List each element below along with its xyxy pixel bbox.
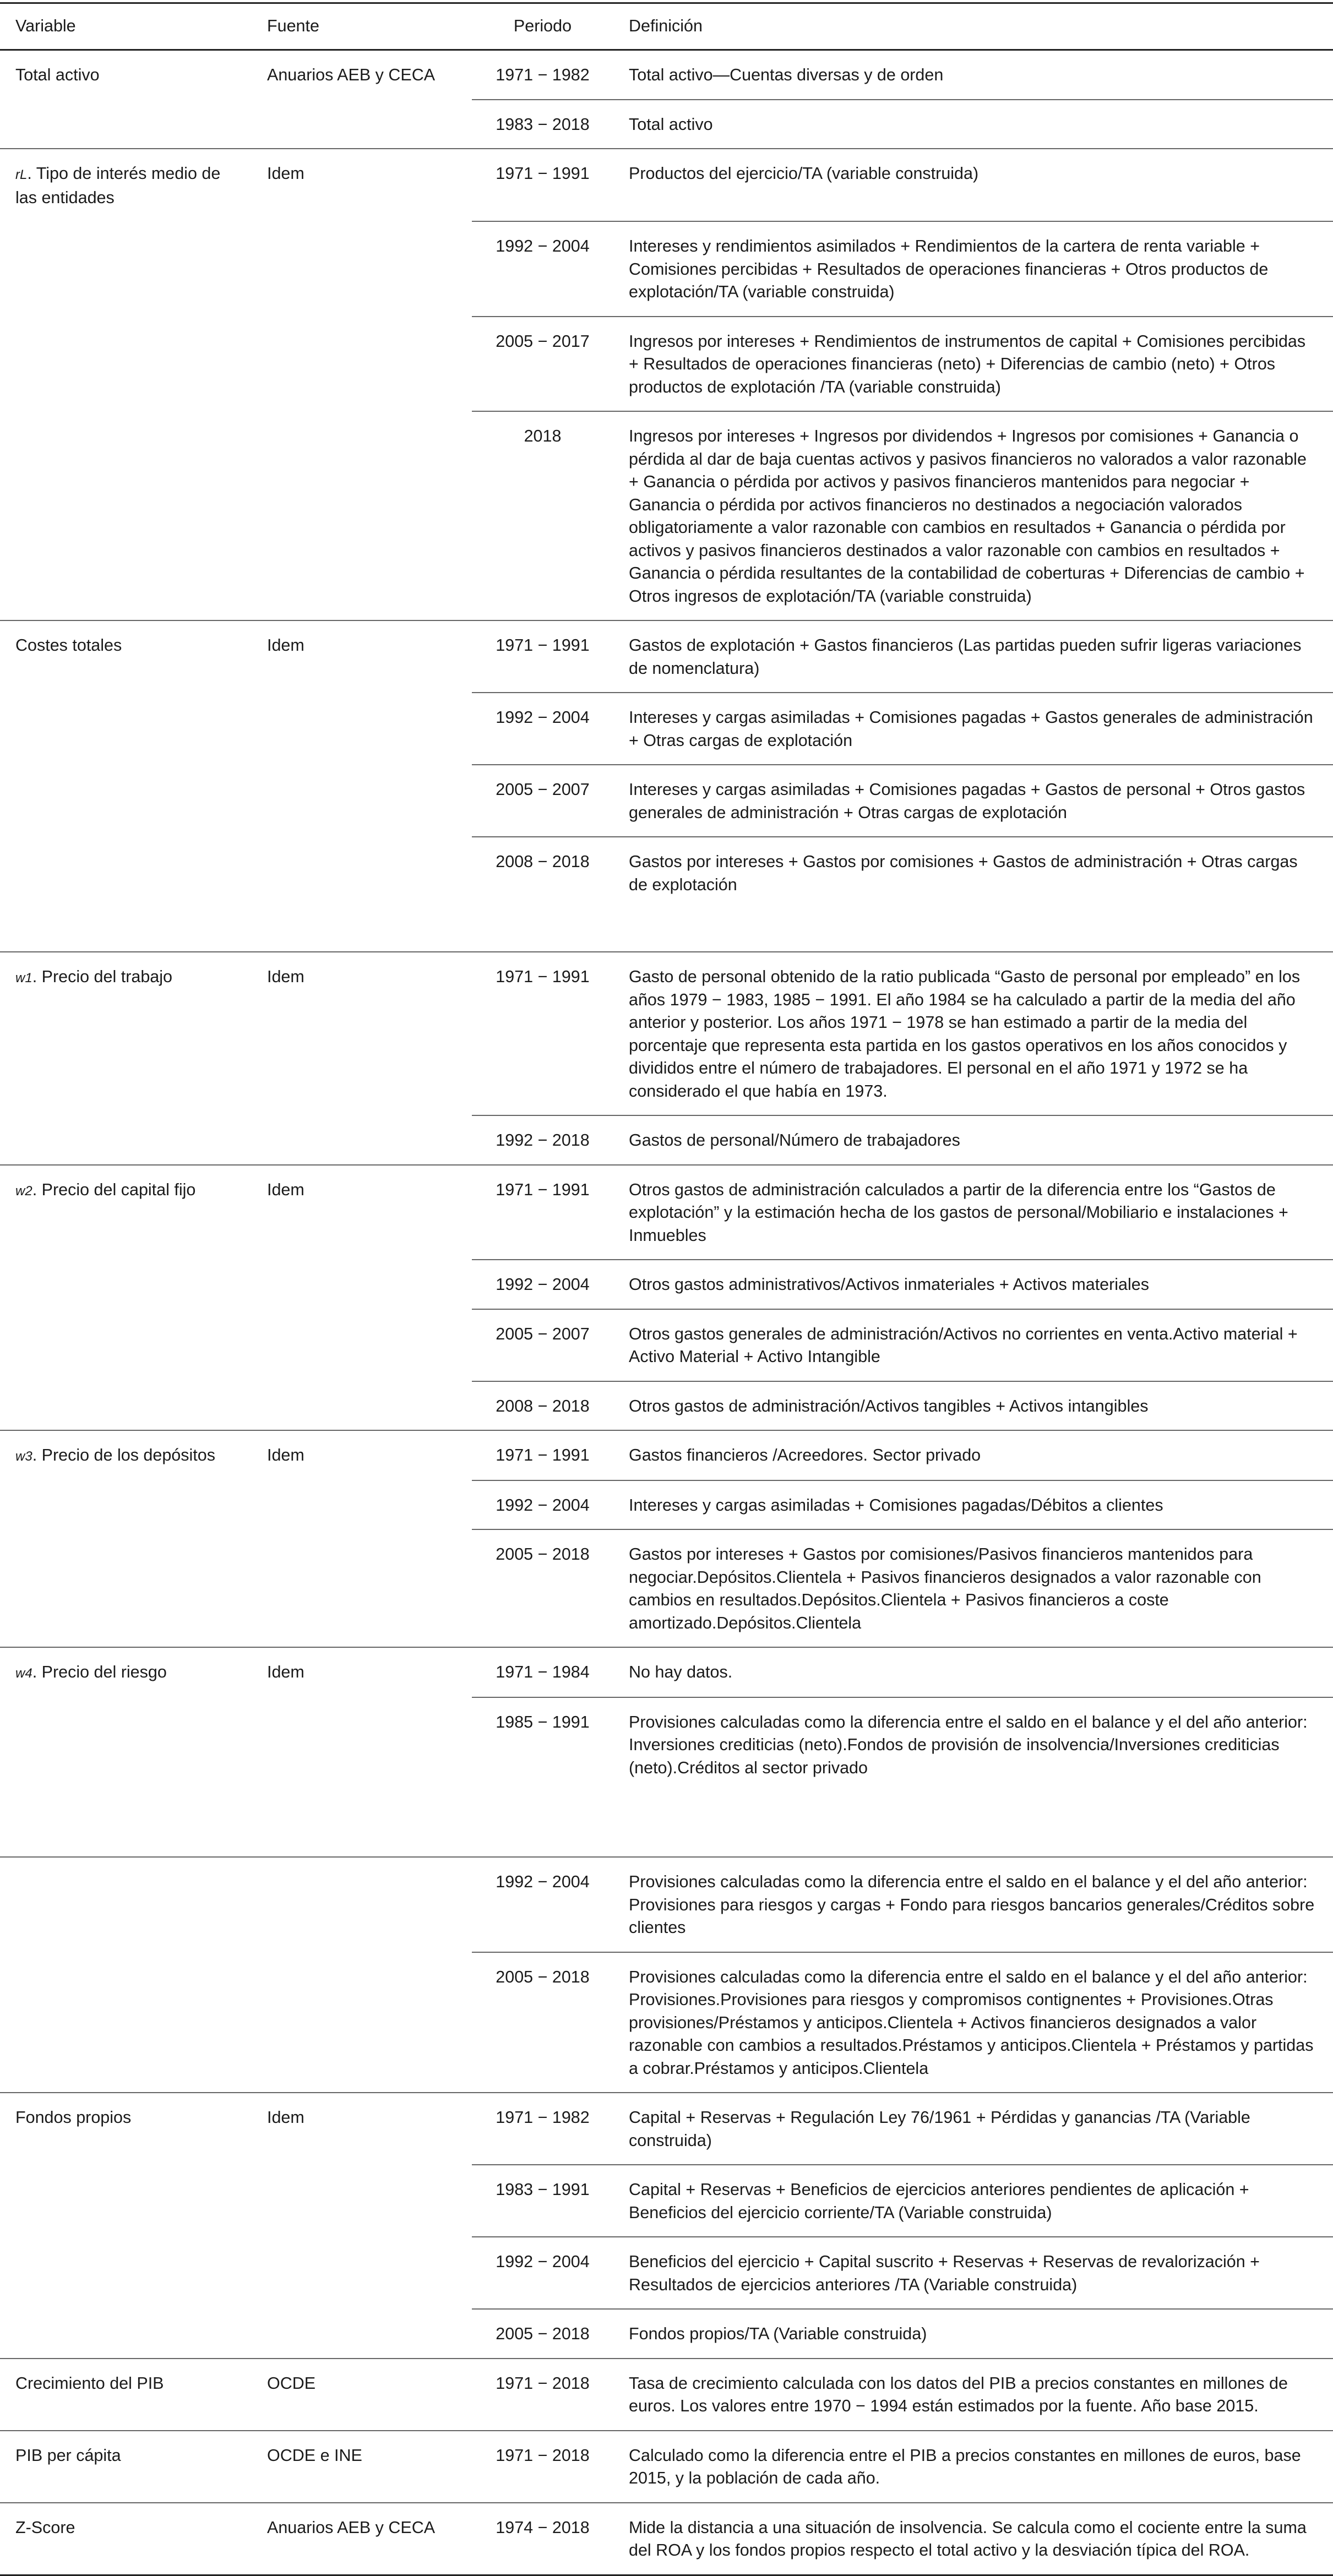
symbol-w2: w2: [15, 1183, 32, 1199]
periodo-cell: 1992 − 2004: [472, 1857, 613, 1952]
definicion-cell: Gastos por intereses + Gastos por comisiones/Pasivos financieros mantenidos para negociar.Depósitos.Clientela + Pasivos financieros designados a valor razonable con cambios en resultados.Depósitos.Clientela + Pasivos financieros a coste amortizado.Depósitos.Clientela: [613, 1529, 1333, 1647]
periodo-cell: 1983 − 1991: [472, 2165, 613, 2237]
symbol-w1: w1: [15, 971, 32, 985]
variable-label: . Precio del capital fijo: [32, 1180, 196, 1199]
table-body: [0, 50, 1333, 2575]
definicion-cell: Provisiones calculadas como la diferencia entre el saldo en el balance y el del año anterior: Inversiones crediticias (neto).Fondos de provisión de insolvencia/Inversiones crediticias (neto).Créditos al sector privado: [613, 1697, 1333, 1858]
definicion-cell: Intereses y cargas asimiladas + Comisiones pagadas/Débitos a clientes: [613, 1480, 1333, 1530]
definicion-cell: Gasto de personal obtenido de la ratio publicada “Gasto de personal por empleado” en los años 1979 − 1983, 1985 − 1991. El año 1984 se ha calculado a partir de la media del año anterior y posterior. Los años 1971 − 1978 se han estimado a partir de la media del porcentaje que representa esta partida en los gastos operativos en los años conocidos y divididos entre el número de trabajadores. El personal en el año 1971 y 1972 se ha considerado el que había en 1973.: [613, 952, 1333, 1115]
periodo-cell: 1971 − 2018: [472, 2431, 613, 2503]
definicion-cell: Intereses y cargas asimiladas + Comisiones pagadas + Gastos generales de administración + Otras cargas de explotación: [613, 693, 1333, 765]
table-row: [0, 620, 1333, 693]
periodo-cell: 2005 − 2007: [472, 765, 613, 837]
table-row: [0, 765, 1333, 837]
table-row: [0, 1309, 1333, 1381]
fuente-cell: Idem: [252, 1430, 472, 1480]
table-row: [0, 2309, 1333, 2359]
table-row: [0, 1480, 1333, 1530]
table-row: [0, 1260, 1333, 1309]
variables-table: [0, 2, 1333, 2576]
definicion-cell: Gastos de explotación + Gastos financieros (Las partidas pueden sufrir ligeras variaciones de nomenclatura): [613, 620, 1333, 693]
table-row: [0, 2503, 1333, 2575]
periodo-cell: 1971 − 1991: [472, 149, 613, 221]
periodo-cell: 1992 − 2004: [472, 1480, 613, 1530]
periodo-cell: 1974 − 2018: [472, 2503, 613, 2575]
periodo-cell: 1992 − 2004: [472, 221, 613, 317]
definicion-cell: Fondos propios/TA (Variable construida): [613, 2309, 1333, 2359]
periodo-cell: 2005 − 2018: [472, 2309, 613, 2359]
periodo-cell: 1971 − 1991: [472, 1165, 613, 1260]
variable-cell: PIB per cápita: [0, 2431, 252, 2503]
definicion-cell: Mide la distancia a una situación de insolvencia. Se calcula como el cociente entre la suma del ROA y los fondos propios respecto el total activo y la desviación típica del ROA.: [613, 2503, 1333, 2575]
table-row: [0, 100, 1333, 149]
periodo-cell: 1971 − 1991: [472, 620, 613, 693]
definicion-cell: Gastos financieros /Acreedores. Sector privado: [613, 1430, 1333, 1480]
symbol-rl: rL: [15, 167, 28, 182]
definicion-cell: Beneficios del ejercicio + Capital suscrito + Reservas + Reservas de revalorización + Resultados de ejercicios anteriores /TA (Variable construida): [613, 2237, 1333, 2309]
definicion-cell: Ingresos por intereses + Rendimientos de instrumentos de capital + Comisiones percibidas + Resultados de operaciones financieras (neto) + Diferencias de cambio (neto) + Otros productos de explotación /TA (variable construida): [613, 317, 1333, 412]
definicion-cell: Otros gastos generales de administración/Activos no corrientes en venta.Activo material + Activo Material + Activo Intangible: [613, 1309, 1333, 1381]
variable-label: . Precio del trabajo: [32, 967, 172, 986]
table-row: [0, 1697, 1333, 1858]
table-row: [0, 837, 1333, 952]
header-periodo: Periodo: [472, 3, 613, 50]
definicion-cell: Provisiones calculadas como la diferencia entre el saldo en el balance y el del año anterior: Provisiones.Provisiones para riesgos y compromisos contignentes + Provisiones.Otras provisiones/Préstamos y anticipos.Clientela + Activos financieros designados a valor razonable con cambios a resultados.Préstamos y anticipos.Clientela + Préstamos y partidas a cobrar.Préstamos y anticipos.Clientela: [613, 1952, 1333, 2093]
table-row: [0, 1115, 1333, 1165]
table-row: [0, 2359, 1333, 2431]
fuente-cell: Idem: [252, 952, 472, 1115]
periodo-cell: 2005 − 2007: [472, 1309, 613, 1381]
table-row: [0, 221, 1333, 317]
definicion-cell: Capital + Reservas + Beneficios de ejercicios anteriores pendientes de aplicación + Beneficios del ejercicio corriente/TA (Variable construida): [613, 2165, 1333, 2237]
definicion-cell: Intereses y cargas asimiladas + Comisiones pagadas + Gastos de personal + Otros gastos generales de administración + Otras cargas de explotación: [613, 765, 1333, 837]
variable-cell: [0, 1430, 252, 1480]
definicion-cell: Provisiones calculadas como la diferencia entre el saldo en el balance y el del año anterior: Provisiones para riesgos y cargas + Fondo para riesgos bancarios generales/Créditos sobre clientes: [613, 1857, 1333, 1952]
periodo-cell: 1992 − 2004: [472, 1260, 613, 1309]
header-definicion: Definición: [613, 3, 1333, 50]
periodo-cell: 1992 − 2018: [472, 1115, 613, 1165]
table-row: [0, 2431, 1333, 2503]
definicion-cell: No hay datos.: [613, 1647, 1333, 1697]
table-header: [0, 3, 1333, 50]
definicion-cell: Productos del ejercicio/TA (variable construida): [613, 149, 1333, 221]
table-row: [0, 2237, 1333, 2309]
header-variable: Variable: [0, 3, 252, 50]
table-row: [0, 149, 1333, 221]
periodo-cell: 2018: [472, 411, 613, 620]
variable-cell: Crecimiento del PIB: [0, 2359, 252, 2431]
variable-cell: [0, 1165, 252, 1260]
periodo-cell: 1992 − 2004: [472, 2237, 613, 2309]
periodo-cell: 1971 − 1982: [472, 50, 613, 100]
variable-cell: [0, 1647, 252, 1697]
table-row: [0, 411, 1333, 620]
fuente-cell: Idem: [252, 620, 472, 693]
variable-cell: Z-Score: [0, 2503, 252, 2575]
periodo-cell: 1971 − 1984: [472, 1647, 613, 1697]
variable-label: . Tipo de interés medio de las entidades: [15, 164, 221, 207]
definicion-cell: Otros gastos administrativos/Activos inmateriales + Activos materiales: [613, 1260, 1333, 1309]
variable-cell: Total activo: [0, 50, 252, 100]
table-row: [0, 1430, 1333, 1480]
periodo-cell: 1992 − 2004: [472, 693, 613, 765]
periodo-cell: 1971 − 1991: [472, 1430, 613, 1480]
variable-label: . Precio del riesgo: [32, 1663, 167, 1681]
table-row: [0, 693, 1333, 765]
table-row: [0, 1165, 1333, 1260]
periodo-cell: 1983 − 2018: [472, 100, 613, 149]
variable-label: . Precio de los depósitos: [32, 1446, 215, 1464]
symbol-w3: w3: [15, 1449, 32, 1464]
periodo-cell: 2005 − 2017: [472, 317, 613, 412]
periodo-cell: 1971 − 1982: [472, 2093, 613, 2165]
definicion-cell: Total activo—Cuentas diversas y de orden: [613, 50, 1333, 100]
periodo-cell: 2005 − 2018: [472, 1529, 613, 1647]
periodo-cell: 2005 − 2018: [472, 1952, 613, 2093]
periodo-cell: 2008 − 2018: [472, 837, 613, 952]
fuente-cell: OCDE e INE: [252, 2431, 472, 2503]
definicion-cell: Gastos por intereses + Gastos por comisiones + Gastos de administración + Otras cargas de explotación: [613, 837, 1333, 952]
fuente-cell: Idem: [252, 1647, 472, 1697]
table-row: [0, 50, 1333, 100]
table-row: [0, 1952, 1333, 2093]
fuente-cell: OCDE: [252, 2359, 472, 2431]
variable-cell: [0, 149, 252, 221]
definicion-cell: Ingresos por intereses + Ingresos por dividendos + Ingresos por comisiones + Ganancia o pérdida al dar de baja cuentas activos y pasivos financieros no valorados a valor razonable + Ganancia o pérdida por activos y pasivos financieros mantenidos para negociar + Ganancia o pérdida por activos financieros no destinados a negociación valorados obligatoriamente a valor razonable con cambios en resultados + Ganancia o pérdida por activos y pasivos financieros destinados a valor razonable con cambios en resultados + Ganancia o pérdida resultantes de la contabilidad de coberturas + Diferencias de cambio + Otros ingresos de explotación/TA (variable construida): [613, 411, 1333, 620]
table-row: [0, 317, 1333, 412]
table-row: [0, 2093, 1333, 2165]
fuente-cell: Idem: [252, 2093, 472, 2165]
table-row: [0, 1857, 1333, 1952]
table-row: [0, 952, 1333, 1115]
periodo-cell: 2008 − 2018: [472, 1381, 613, 1431]
variable-cell: [0, 952, 252, 1115]
definicion-cell: Otros gastos de administración/Activos tangibles + Activos intangibles: [613, 1381, 1333, 1431]
definicion-cell: Intereses y rendimientos asimilados + Rendimientos de la cartera de renta variable + Comisiones percibidas + Resultados de operaciones financieras + Otros productos de explotación/TA (variable construida): [613, 221, 1333, 317]
definicion-cell: Tasa de crecimiento calculada con los datos del PIB a precios constantes en millones de euros. Los valores entre 1970 − 1994 están estimados por la fuente. Año base 2015.: [613, 2359, 1333, 2431]
fuente-cell: Idem: [252, 1165, 472, 1260]
fuente-cell: Idem: [252, 149, 472, 221]
definicion-cell: Gastos de personal/Número de trabajadores: [613, 1115, 1333, 1165]
periodo-cell: 1971 − 2018: [472, 2359, 613, 2431]
definicion-cell: Calculado como la diferencia entre el PIB a precios constantes en millones de euros, base 2015, y la población de cada año.: [613, 2431, 1333, 2503]
periodo-cell: 1971 − 1991: [472, 952, 613, 1115]
symbol-w4: w4: [15, 1666, 32, 1681]
header-fuente: Fuente: [252, 3, 472, 50]
definicion-cell: Total activo: [613, 100, 1333, 149]
periodo-cell: 1985 − 1991: [472, 1697, 613, 1858]
fuente-cell: Anuarios AEB y CECA: [252, 2503, 472, 2575]
table-row: [0, 1647, 1333, 1697]
table-row: [0, 1529, 1333, 1647]
definicion-cell: Capital + Reservas + Regulación Ley 76/1961 + Pérdidas y ganancias /TA (Variable construida): [613, 2093, 1333, 2165]
fuente-cell: Anuarios AEB y CECA: [252, 50, 472, 100]
variable-cell: Costes totales: [0, 620, 252, 693]
definicion-cell: Otros gastos de administración calculados a partir de la diferencia entre los “Gastos de explotación” y la estimación hecha de los gastos de personal/Mobiliario e instalaciones + Inmuebles: [613, 1165, 1333, 1260]
variable-cell: Fondos propios: [0, 2093, 252, 2165]
table-row: [0, 1381, 1333, 1431]
